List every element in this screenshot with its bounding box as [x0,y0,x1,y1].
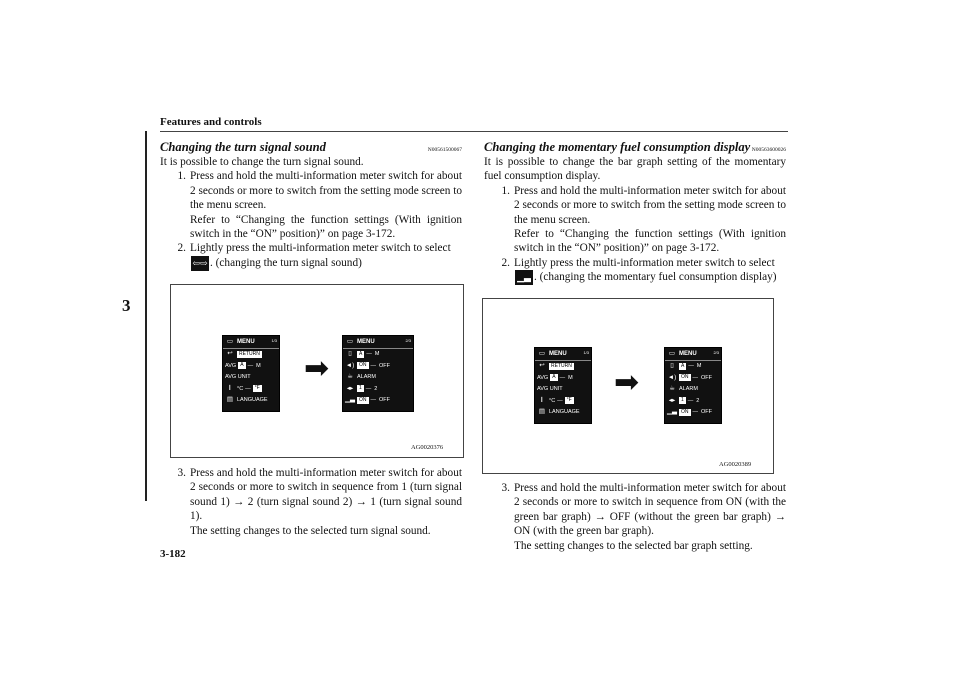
menu-icon: ▭ [538,349,546,357]
return-arrow-icon: ↩ [227,350,233,358]
return-arrow-icon: ↩ [539,362,545,370]
right-arrow-icon: ➡ [614,365,640,400]
fuel-icon: ▯ [670,362,674,370]
fuel-bar-icon: ▁▃ [345,396,355,404]
right-column [484,140,786,285]
right-intro: It is possible to change the bar graph setting of the momentary fuel consumption display. [484,156,786,183]
left-section-code: N00561500067 [427,147,462,153]
alarm-icon: ☕ [669,385,675,393]
menu-screen-page-2: ▭ MENU 2/3 ▯ A — M ◄) ON — OFF ☕ ALARM ◂▸ 1 — 2 ▁▃ ON — OFF [342,335,414,412]
right-step-2: 2. Lightly press the multi-information meter switch to select ▁▃ . (changing the momentary fuel consumption display) [501,256,777,284]
left-figure-code: AG0020376 [411,444,444,451]
turn-signal-icon: ◂▸ [668,396,676,404]
left-column-2 [160,466,462,538]
thermometer-icon: 𝄃 [541,396,543,404]
left-column [160,140,462,271]
menu-icon: ▭ [668,349,676,357]
right-figure-code: AG0020389 [719,461,752,468]
right-column-2 [484,481,786,553]
menu-screen-page-1-right: ▭ MENU 1/3 ↩ RETURN AVG A — M AVG UNIT 𝄃 °C — °F ▤ LANGUAGE [534,347,592,424]
left-step-3: 3. Press and hold the multi-information meter switch for about 2 seconds or more to switch in sequence from 1 (turn signal sound 1) → 2 (turn signal sound 2) → 1 (turn signal sound 1). The setting changes to the selected turn signal sound. [177,467,462,537]
page-number: 3-182 [160,548,186,560]
menu-screen-page-2-right: ▭ MENU 2/3 ▯ A — M ◄) ON — OFF ☕ ALARM ◂▸ 1 — 2 ▁▃ ON — OFF [664,347,722,424]
left-step-2: 2. Lightly press the multi-information meter switch to select ⇦⇨ . (changing the turn signal sound) [177,242,451,269]
left-step-1: 1. Press and hold the multi-information meter switch for about 2 seconds or more to switch from the setting mode screen to the menu screen. Refer to “Changing the function settings (With ignition switch in the “ON” position)” on page 3-172. [177,170,463,241]
sound-icon: ◄) [667,373,677,381]
menu-screen-page-1: ▭ MENU 1/3 ↩ RETURN AVG A — M AVG UNIT 𝄃 °C — °F ▤ LANGUAGE [222,335,280,412]
turn-signal-icon: ◂▸ [346,384,354,392]
fuel-bar-icon: ▁▃ [667,408,677,416]
menu-icon: ▭ [226,337,234,345]
section-header: Features and controls [160,116,262,128]
chapter-number: 3 [122,296,131,315]
right-section-title: Changing the momentary fuel consumption display N00563600026 [484,140,786,155]
fuel-icon: ▯ [348,350,352,358]
left-intro: It is possible to change the turn signal sound. [160,156,364,168]
turn-signal-icon: ⇦⇨ [191,256,209,271]
alarm-icon: ☕ [347,373,353,381]
left-section-title: Changing the turn signal sound N00561500067 [160,140,462,155]
language-icon: ▤ [538,408,546,416]
menu-icon: ▭ [346,337,354,345]
language-icon: ▤ [226,396,234,404]
right-arrow-icon: ➡ [304,351,330,386]
right-section-code: N00563600026 [751,147,786,153]
fuel-bar-icon: ▁▃ [515,270,533,285]
header-rule [160,131,788,132]
chapter-bar [145,131,147,501]
sound-icon: ◄) [345,361,355,369]
thermometer-icon: 𝄃 [229,384,231,392]
right-step-3: 3. Press and hold the multi-information meter switch for about 2 seconds or more to switch in sequence from ON (with the green bar graph) → OFF (without the green bar graph) → ON (with the green bar graph). The setting changes to the selected bar graph setting. [501,482,786,552]
right-step-1: 1. Press and hold the multi-information meter switch for about 2 seconds or more to switch from the setting mode screen to the menu screen. Refer to “Changing the function settings (With ignition switch in the “ON” position)” on page 3-172. [501,184,787,255]
